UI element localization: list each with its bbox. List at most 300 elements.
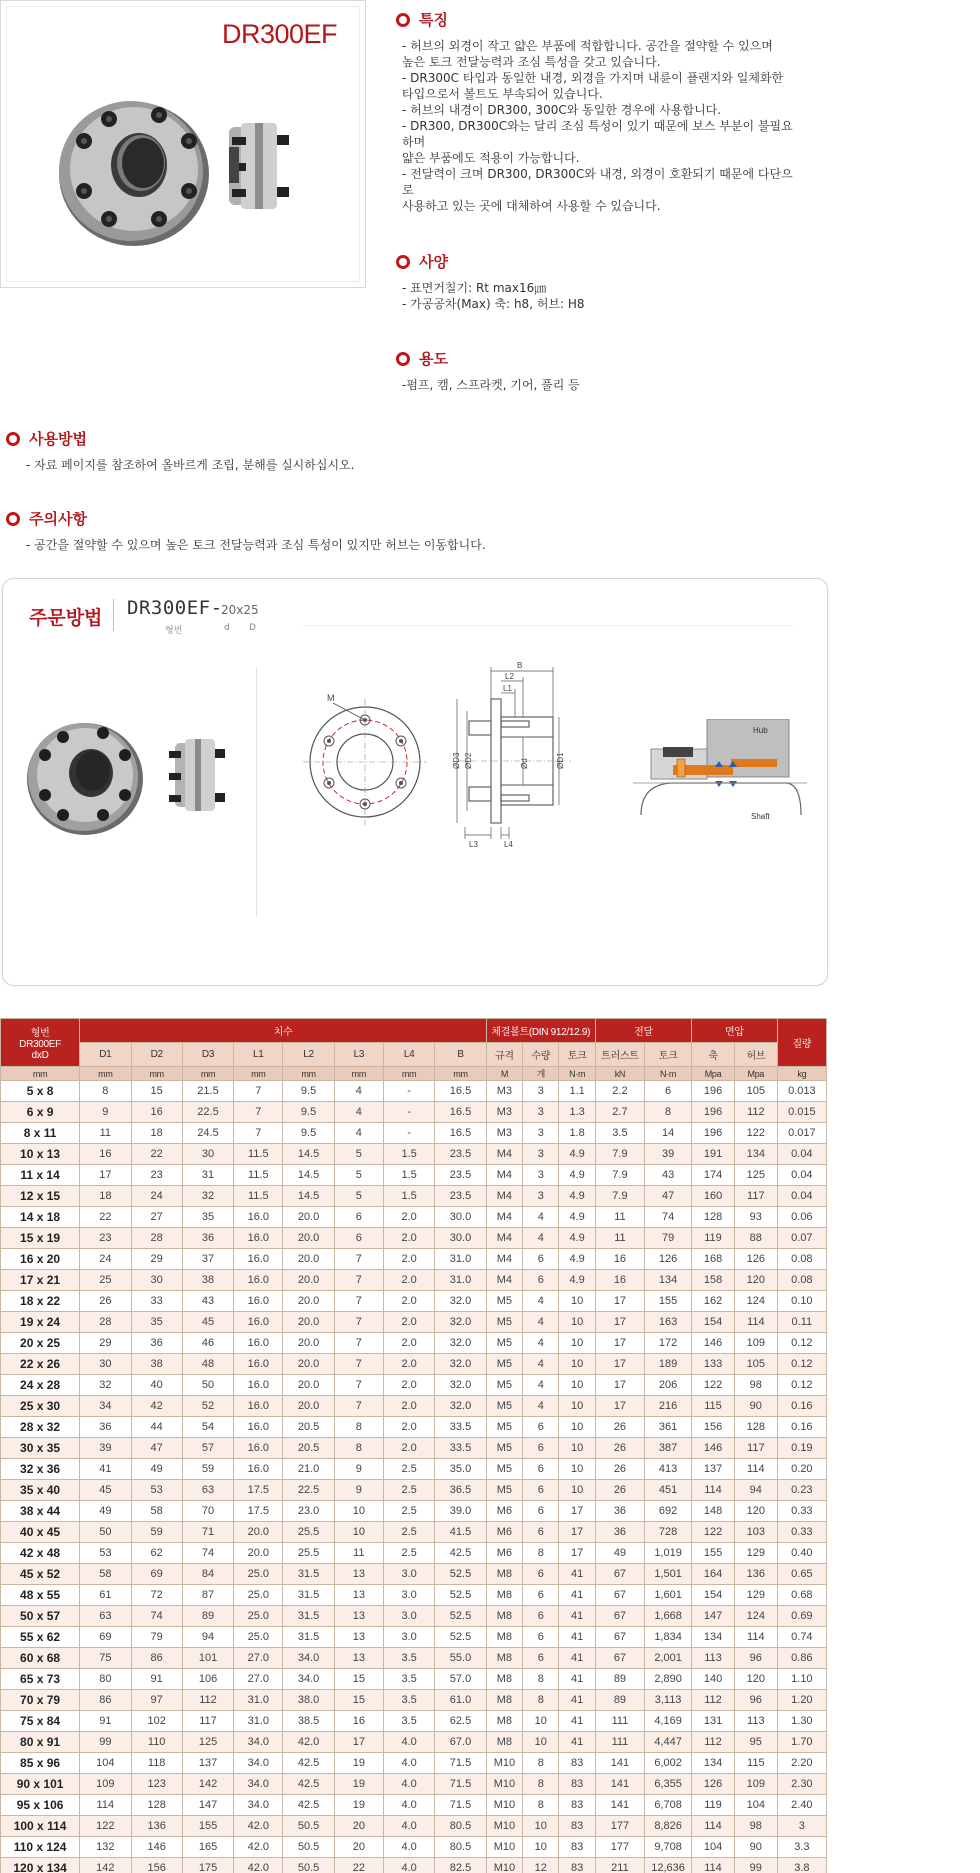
table-cell: 112 [692,1732,735,1753]
table-header-row [1,1019,827,1043]
table-cell: 104 [734,1795,777,1816]
table-cell: 83 [559,1816,595,1837]
size-cell: 28 x 32 [1,1417,80,1438]
table-cell: 23.5 [435,1165,486,1186]
product-image-card [0,0,366,288]
size-cell: 38 x 44 [1,1501,80,1522]
table-cell: 4.9 [559,1228,595,1249]
table-cell: 9 [334,1480,383,1501]
features-line: 얇은 부품에도 적용이 가능합니다. [402,151,580,165]
table-cell: 122 [692,1522,735,1543]
unit-cell: mm [1,1067,80,1081]
table-cell: 129 [734,1585,777,1606]
table-cell: 3 [523,1165,559,1186]
table-row [1,1417,827,1438]
uses-title: 용도 [419,350,448,368]
table-cell: M3 [486,1102,522,1123]
table-row [1,1564,827,1585]
table-cell: 17 [595,1291,644,1312]
table-cell: 91 [80,1711,131,1732]
table-cell: 16.5 [435,1123,486,1144]
table-cell: 4.9 [559,1186,595,1207]
table-cell: 14.5 [283,1165,334,1186]
table-cell: 4.0 [383,1753,434,1774]
table-cell: 4.0 [383,1816,434,1837]
caution-line: - 공간을 절약할 수 있으며 높은 토크 전달능력과 조심 특성이 있지만 허브는 이동합니다. [26,538,486,552]
table-cell: 42 [131,1396,182,1417]
table-cell: 94 [182,1627,233,1648]
table-row [1,1480,827,1501]
subheader-cell: 트러스트 [595,1043,644,1067]
table-cell: 120 [734,1270,777,1291]
table-cell: 413 [645,1459,692,1480]
table-cell: 16.0 [234,1228,283,1249]
table-row [1,1249,827,1270]
header-transfer: 전달 [595,1019,691,1043]
table-cell: 16.0 [234,1207,283,1228]
table-cell: 4 [523,1228,559,1249]
table-cell: 11 [595,1207,644,1228]
table-cell: 32.0 [435,1333,486,1354]
features-list [402,38,793,214]
size-cell: 100 x 114 [1,1816,80,1837]
table-cell: 0.16 [777,1396,826,1417]
table-cell: 155 [692,1543,735,1564]
table-cell: 63 [80,1606,131,1627]
table-cell: 0.08 [777,1270,826,1291]
table-cell: - [383,1081,434,1102]
table-cell: 0.74 [777,1627,826,1648]
table-cell: 1,501 [645,1564,692,1585]
table-cell: 52.5 [435,1606,486,1627]
table-cell: 2,890 [645,1669,692,1690]
table-cell: 114 [692,1858,735,1873]
table-cell: 4,447 [645,1732,692,1753]
table-cell: 70 [182,1501,233,1522]
table-cell: 0.12 [777,1354,826,1375]
table-cell: 10 [559,1459,595,1480]
table-cell: 23.5 [435,1144,486,1165]
table-cell: 98 [734,1816,777,1837]
front-view-drawing [265,677,445,827]
uses-list [402,377,580,393]
table-cell: M8 [486,1564,522,1585]
table-cell: 2.30 [777,1774,826,1795]
unit-cell: mm [435,1067,486,1081]
table-cell: 43 [645,1165,692,1186]
table-cell: 32.0 [435,1375,486,1396]
table-cell: 33.5 [435,1438,486,1459]
table-cell: 7.9 [595,1186,644,1207]
size-cell: 22 x 26 [1,1354,80,1375]
subheader-cell: L1 [234,1043,283,1067]
table-cell: 57 [182,1438,233,1459]
table-cell: 67 [595,1585,644,1606]
table-cell: 102 [131,1711,182,1732]
table-cell: 164 [692,1564,735,1585]
table-cell: 31.0 [234,1690,283,1711]
table-cell: M3 [486,1123,522,1144]
table-cell: 11 [595,1228,644,1249]
table-cell: 7 [334,1333,383,1354]
table-cell: 8 [523,1690,559,1711]
table-cell: 109 [734,1774,777,1795]
size-cell: 45 x 52 [1,1564,80,1585]
table-cell: 3.5 [383,1711,434,1732]
table-cell: 58 [80,1564,131,1585]
table-cell: 148 [692,1501,735,1522]
table-cell: M4 [486,1249,522,1270]
table-cell: 4 [334,1123,383,1144]
table-cell: 80.5 [435,1837,486,1858]
table-cell: 22 [80,1207,131,1228]
table-cell: 154 [692,1312,735,1333]
table-cell: 10 [523,1837,559,1858]
table-cell: 126 [734,1249,777,1270]
table-cell: 89 [595,1669,644,1690]
table-cell: 0.33 [777,1501,826,1522]
table-row [1,1795,827,1816]
table-cell: 11 [80,1123,131,1144]
table-cell: M8 [486,1606,522,1627]
table-cell: 41 [559,1732,595,1753]
size-cell: 17 x 21 [1,1270,80,1291]
table-body [1,1081,827,1873]
table-cell: 141 [595,1774,644,1795]
table-cell: 120 [734,1669,777,1690]
size-cell: 18 x 22 [1,1291,80,1312]
table-cell: 1.5 [383,1165,434,1186]
features-line: - 전달력이 크며 DR300, DR300C와 내경, 외경이 호환되기 때문에 다단으 [402,167,793,181]
caution-list [26,537,486,553]
table-cell: 13 [334,1648,383,1669]
table-cell: 42.0 [283,1732,334,1753]
table-cell: 3.8 [777,1858,826,1873]
table-cell: 28 [80,1312,131,1333]
table-cell: 31.5 [283,1564,334,1585]
table-cell: 4.9 [559,1270,595,1291]
table-cell: 160 [692,1186,735,1207]
table-cell: 33.5 [435,1417,486,1438]
table-cell: 42.5 [283,1753,334,1774]
table-cell: 9 [80,1102,131,1123]
size-cell: 24 x 28 [1,1375,80,1396]
label-m: M [327,693,335,703]
unit-cell: M [486,1067,522,1081]
table-cell: 142 [182,1774,233,1795]
table-cell: 2.0 [383,1312,434,1333]
table-cell: 2.0 [383,1249,434,1270]
table-cell: 71.5 [435,1774,486,1795]
table-cell: 83 [559,1753,595,1774]
features-line: - DR300C 타입과 동일한 내경, 외경을 가지며 내륜이 플랜지와 일체화한 [402,71,784,85]
specs-line: - 가공공차(Max) 축: h8, 허브: H8 [402,297,585,311]
table-cell: 10 [334,1501,383,1522]
table-cell: 52.5 [435,1627,486,1648]
coupling-large-illustration [59,101,209,246]
table-cell: 7 [334,1396,383,1417]
table-cell: 115 [734,1753,777,1774]
table-cell: 47 [131,1438,182,1459]
table-cell: 67 [595,1627,644,1648]
table-cell: M10 [486,1816,522,1837]
table-cell: 8 [523,1753,559,1774]
table-cell: 50 [80,1522,131,1543]
caution-heading [6,508,87,529]
order-top-rule [303,625,793,626]
size-cell: 85 x 96 [1,1753,80,1774]
table-cell: 13 [334,1627,383,1648]
table-cell: 43 [182,1291,233,1312]
table-cell: 126 [645,1249,692,1270]
table-cell: 2.0 [383,1333,434,1354]
table-cell: 34.0 [283,1648,334,1669]
table-cell: 41 [559,1606,595,1627]
table-cell: 32 [80,1375,131,1396]
table-cell: 52 [182,1396,233,1417]
table-cell: 95 [734,1732,777,1753]
table-cell: 18 [80,1186,131,1207]
table-cell: 361 [645,1417,692,1438]
table-cell: 0.017 [777,1123,826,1144]
table-cell: 128 [734,1417,777,1438]
table-cell: 4 [523,1354,559,1375]
table-cell: 41 [559,1585,595,1606]
table-cell: 42.0 [234,1816,283,1837]
table-row [1,1375,827,1396]
table-cell: M8 [486,1732,522,1753]
size-cell: 70 x 79 [1,1690,80,1711]
table-cell: 17 [559,1522,595,1543]
table-cell: 120 [734,1501,777,1522]
table-cell: 17.5 [234,1480,283,1501]
table-cell: 3 [523,1081,559,1102]
table-cell: 10 [559,1396,595,1417]
table-cell: 6 [523,1249,559,1270]
table-cell: M4 [486,1207,522,1228]
table-cell: 40 [131,1375,182,1396]
table-cell: 163 [645,1312,692,1333]
table-cell: 4.0 [383,1774,434,1795]
table-cell: 125 [734,1165,777,1186]
table-cell: - [383,1102,434,1123]
table-cell: 54 [182,1417,233,1438]
label-d: Ød [520,758,529,769]
table-cell: 1,601 [645,1585,692,1606]
table-cell: 89 [595,1690,644,1711]
table-cell: 13 [334,1564,383,1585]
table-cell: 177 [595,1816,644,1837]
subheader-cell: 토크 [559,1043,595,1067]
table-cell: 174 [692,1165,735,1186]
table-cell: 1.8 [559,1123,595,1144]
table-cell: 196 [692,1123,735,1144]
unit-cell: N·m [645,1067,692,1081]
table-cell: 7 [334,1354,383,1375]
size-cell: 8 x 11 [1,1123,80,1144]
usage-line: - 자료 페이지를 참조하여 올바르게 조립, 분해를 실시하십시오. [26,458,355,472]
table-cell: 27.0 [234,1648,283,1669]
subheader-cell: L4 [383,1043,434,1067]
table-cell: 117 [734,1438,777,1459]
table-cell: 42.0 [234,1858,283,1873]
features-heading [396,9,448,30]
table-cell: 71.5 [435,1753,486,1774]
table-cell: 6 [523,1501,559,1522]
table-cell: 196 [692,1102,735,1123]
table-cell: 1.5 [383,1144,434,1165]
table-cell: 124 [734,1606,777,1627]
table-cell: 4 [523,1375,559,1396]
table-cell: 41 [80,1459,131,1480]
subheader-cell: 허브 [734,1043,777,1067]
table-cell: 63 [182,1480,233,1501]
subheader-cell: L2 [283,1043,334,1067]
table-cell: 30 [80,1354,131,1375]
table-cell: 25.5 [283,1522,334,1543]
table-cell: 11.5 [234,1144,283,1165]
label-d2: ØD2 [464,752,473,769]
coupling-small-illustration [229,123,289,209]
table-cell: 112 [734,1102,777,1123]
subheader-cell: D2 [131,1043,182,1067]
table-row [1,1732,827,1753]
usage-list [26,457,354,473]
table-cell: 17 [595,1333,644,1354]
table-cell: 114 [734,1459,777,1480]
table-cell: 0.19 [777,1438,826,1459]
subheader-cell: D3 [182,1043,233,1067]
table-row [1,1270,827,1291]
table-cell: 58 [131,1501,182,1522]
table-cell: 16.0 [234,1270,283,1291]
table-cell: 7.9 [595,1165,644,1186]
table-row [1,1669,827,1690]
table-cell: 1,019 [645,1543,692,1564]
table-cell: 91 [131,1669,182,1690]
table-subheader-row [1,1043,827,1067]
table-cell: 9,708 [645,1837,692,1858]
table-cell: 20.0 [283,1333,334,1354]
unit-cell: mm [234,1067,283,1081]
table-cell: 80 [80,1669,131,1690]
table-cell: 24 [80,1249,131,1270]
table-cell: M5 [486,1354,522,1375]
table-cell: 125 [182,1732,233,1753]
table-row [1,1816,827,1837]
uses-line: -펌프, 캠, 스프라켓, 기어, 풀리 등 [402,378,580,392]
table-cell: 6,708 [645,1795,692,1816]
table-cell: 45 [80,1480,131,1501]
table-cell: 4 [334,1081,383,1102]
table-cell: 2.0 [383,1207,434,1228]
table-cell: 6 [523,1438,559,1459]
label-hub: Hub [753,726,768,735]
label-b: B [517,661,523,670]
table-cell: 35 [131,1312,182,1333]
table-cell: 7 [234,1102,283,1123]
table-cell: 0.20 [777,1459,826,1480]
table-cell: 30.0 [435,1207,486,1228]
table-cell: 110 [131,1732,182,1753]
table-row [1,1354,827,1375]
table-cell: 10 [559,1312,595,1333]
table-cell: 20.0 [283,1396,334,1417]
table-cell: M5 [486,1480,522,1501]
table-cell: 61 [80,1585,131,1606]
bullet-icon [396,255,410,269]
table-cell: 36.5 [435,1480,486,1501]
table-cell: 1,668 [645,1606,692,1627]
order-code: DR300EF- [127,597,223,619]
table-cell: 114 [734,1312,777,1333]
table-cell: 0.12 [777,1333,826,1354]
table-cell: 12 [523,1858,559,1873]
table-cell: 3 [523,1102,559,1123]
table-cell: - [383,1123,434,1144]
table-cell: 16.0 [234,1333,283,1354]
table-cell: 147 [182,1795,233,1816]
table-cell: 728 [645,1522,692,1543]
table-cell: 137 [182,1753,233,1774]
size-cell: 6 x 9 [1,1102,80,1123]
table-cell: 62.5 [435,1711,486,1732]
table-cell: 122 [692,1375,735,1396]
header-bolt: 체결볼트(DIN 912/12.9) [486,1019,595,1043]
table-cell: 14.5 [283,1144,334,1165]
table-cell: 0.69 [777,1606,826,1627]
size-cell: 42 x 48 [1,1543,80,1564]
table-cell: 24.5 [182,1123,233,1144]
table-row [1,1543,827,1564]
table-cell: 8 [334,1417,383,1438]
table-row [1,1606,827,1627]
table-cell: 19 [334,1774,383,1795]
table-cell: M6 [486,1522,522,1543]
table-cell: 72 [131,1585,182,1606]
table-units-row [1,1067,827,1081]
table-cell: 119 [692,1795,735,1816]
table-cell: 94 [734,1480,777,1501]
table-cell: 49 [80,1501,131,1522]
table-cell: 99 [80,1732,131,1753]
table-cell: 37 [182,1249,233,1270]
table-cell: 112 [692,1690,735,1711]
table-cell: M10 [486,1858,522,1873]
table-cell: 17.5 [234,1501,283,1522]
header-model-line: 형번 [30,1028,50,1039]
subheader-cell: 토크 [645,1043,692,1067]
table-cell: 71.5 [435,1795,486,1816]
table-cell: 35.0 [435,1459,486,1480]
table-cell: 16 [595,1270,644,1291]
table-row [1,1165,827,1186]
table-cell: 122 [80,1816,131,1837]
features-line: 하며 [402,135,426,149]
table-row [1,1522,827,1543]
table-cell: 2.0 [383,1417,434,1438]
table-cell: 0.12 [777,1375,826,1396]
table-cell: 10 [559,1417,595,1438]
unit-cell: Mpa [734,1067,777,1081]
table-cell: 0.33 [777,1522,826,1543]
table-cell: 2.40 [777,1795,826,1816]
features-line: - 허브의 외경이 작고 얇은 부품에 적합합니다. 공간을 절약할 수 있으며 [402,39,773,53]
unit-cell: mm [80,1067,131,1081]
table-cell: 93 [734,1207,777,1228]
table-cell: 10 [559,1375,595,1396]
table-cell: 10 [334,1522,383,1543]
